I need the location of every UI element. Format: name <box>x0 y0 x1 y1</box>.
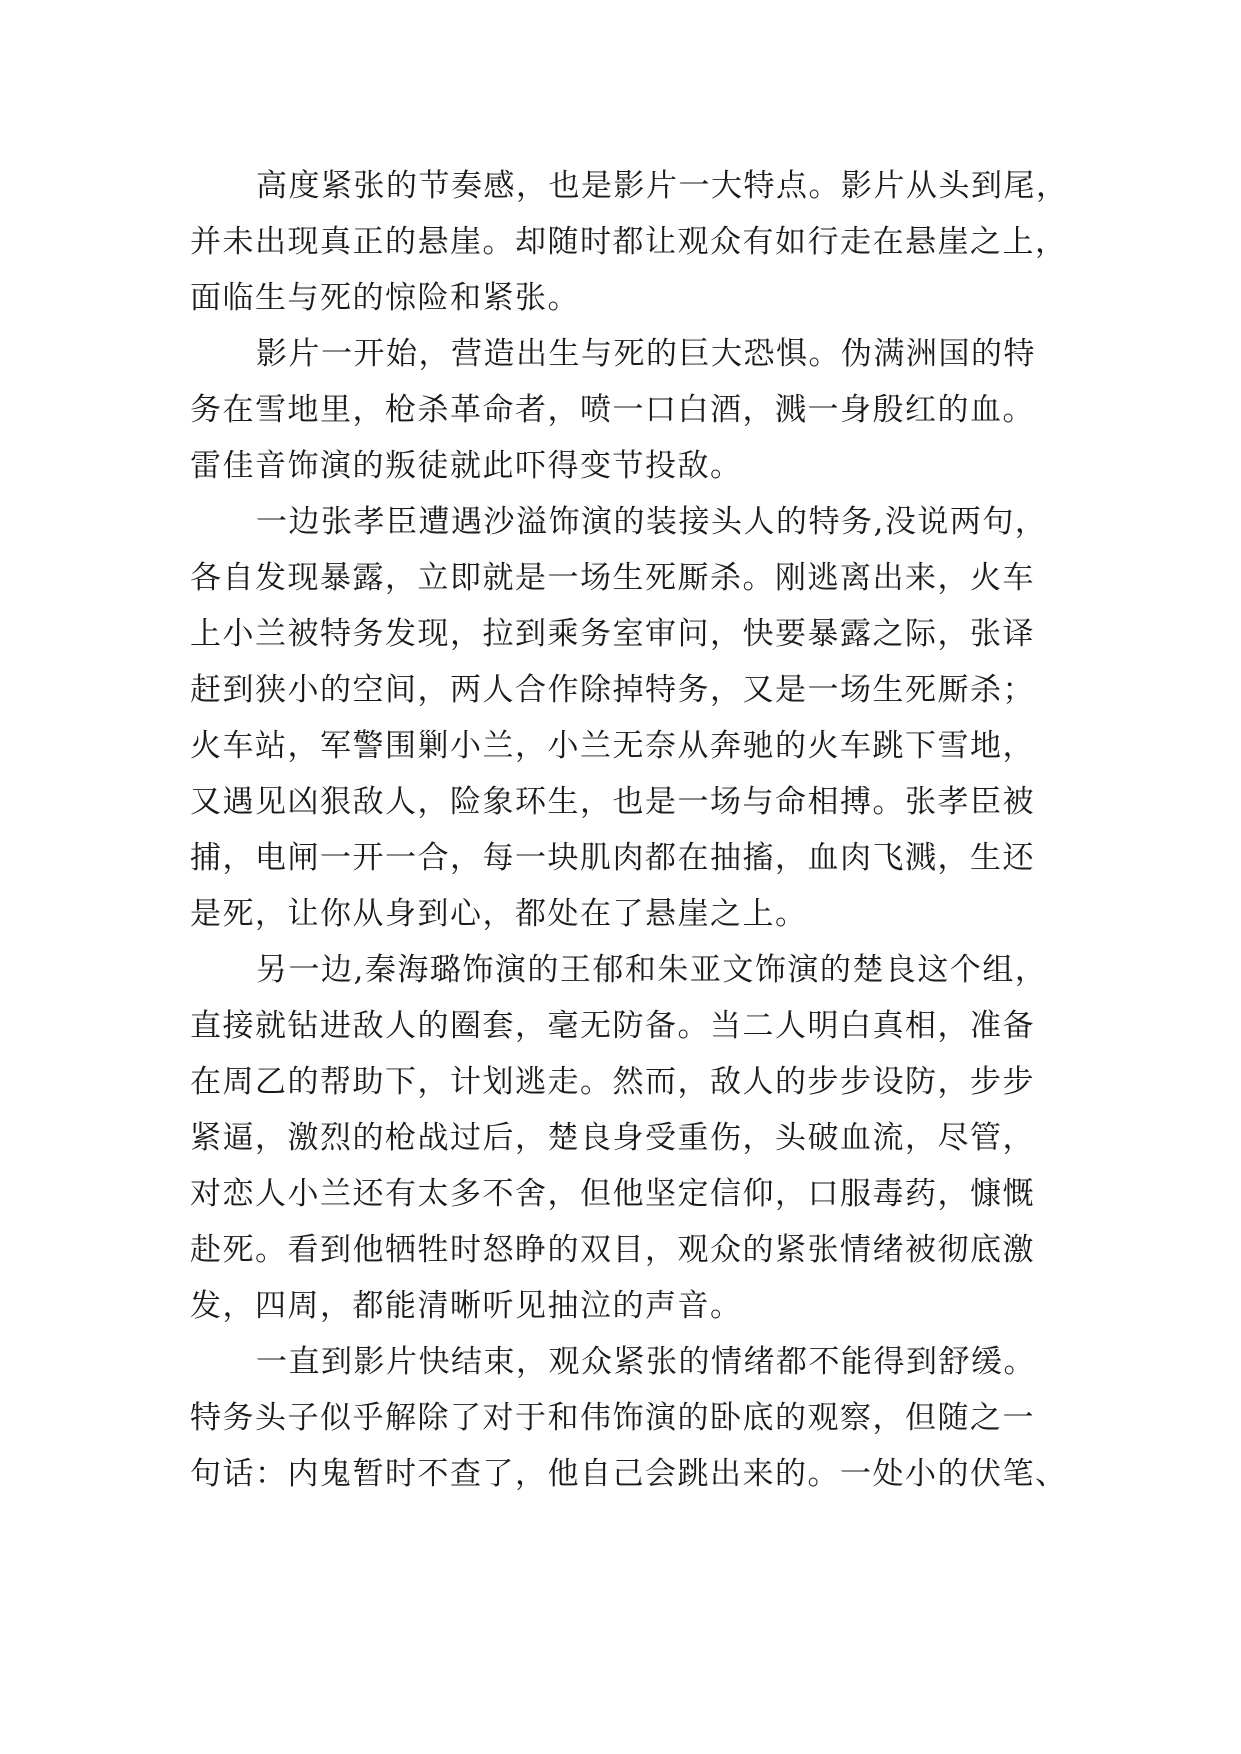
text-line: 面临生与死的惊险和紧张。 <box>190 280 580 316</box>
document-body <box>190 158 1070 1502</box>
text-line: 并未出现真正的悬崖。却随时都让观众有如行走在悬崖之上， <box>190 224 1068 260</box>
text-line: 影片一开始，营造出生与死的巨大恐惧。伪满洲国的特 <box>256 336 1036 372</box>
text-line: 在周乙的帮助下，计划逃走。然而，敌人的步步设防，步步 <box>190 1064 1035 1100</box>
text-line: 又遇见凶狠敌人，险象环生，也是一场与命相搏。张孝臣被 <box>190 784 1035 820</box>
text-line: 赴死。看到他牺牲时怒睁的双目，观众的紧张情绪被彻底激 <box>190 1232 1035 1268</box>
text-line: 句话：内鬼暂时不查了，他自己会跳出来的。一处小的伏笔、 <box>190 1456 1068 1492</box>
text-line: 特务头子似乎解除了对于和伟饰演的卧底的观察，但随之一 <box>190 1400 1035 1436</box>
text-line: 对恋人小兰还有太多不舍，但他坚定信仰，口服毒药，慷慨 <box>190 1176 1035 1212</box>
paragraph-2 <box>190 326 1070 494</box>
text-line: 务在雪地里，枪杀革命者，喷一口白酒，溅一身殷红的血。 <box>190 392 1035 428</box>
paragraph-5 <box>190 1334 1070 1502</box>
text-line: 火车站，军警围剿小兰，小兰无奈从奔驰的火车跳下雪地， <box>190 728 1035 764</box>
text-line: 各自发现暴露，立即就是一场生死厮杀。刚逃离出来，火车 <box>190 560 1035 596</box>
text-line: 是死，让你从身到心，都处在了悬崖之上。 <box>190 896 808 932</box>
text-line: 雷佳音饰演的叛徒就此吓得变节投敌。 <box>190 448 743 484</box>
text-line: 一边张孝臣遭遇沙溢饰演的装接头人的特务,没说两句， <box>256 504 1048 540</box>
paragraph-4 <box>190 942 1070 1334</box>
text-line: 发，四周，都能清晰听见抽泣的声音。 <box>190 1288 743 1324</box>
text-line: 一直到影片快结束，观众紧张的情绪都不能得到舒缓。 <box>256 1344 1036 1380</box>
paragraph-3 <box>190 494 1070 942</box>
paragraph-1 <box>190 158 1070 326</box>
text-line: 另一边,秦海璐饰演的王郁和朱亚文饰演的楚良这个组， <box>256 952 1048 988</box>
text-line: 捕，电闸一开一合，每一块肌肉都在抽搐，血肉飞溅，生还 <box>190 840 1035 876</box>
text-line: 高度紧张的节奏感，也是影片一大特点。影片从头到尾， <box>256 168 1069 204</box>
text-line: 紧逼，激烈的枪战过后，楚良身受重伤，头破血流，尽管， <box>190 1120 1035 1156</box>
text-line: 直接就钻进敌人的圈套，毫无防备。当二人明白真相，准备 <box>190 1008 1035 1044</box>
text-line: 赶到狭小的空间，两人合作除掉特务，又是一场生死厮杀； <box>190 672 1035 708</box>
text-line: 上小兰被特务发现，拉到乘务室审问，快要暴露之际，张译 <box>190 616 1035 652</box>
